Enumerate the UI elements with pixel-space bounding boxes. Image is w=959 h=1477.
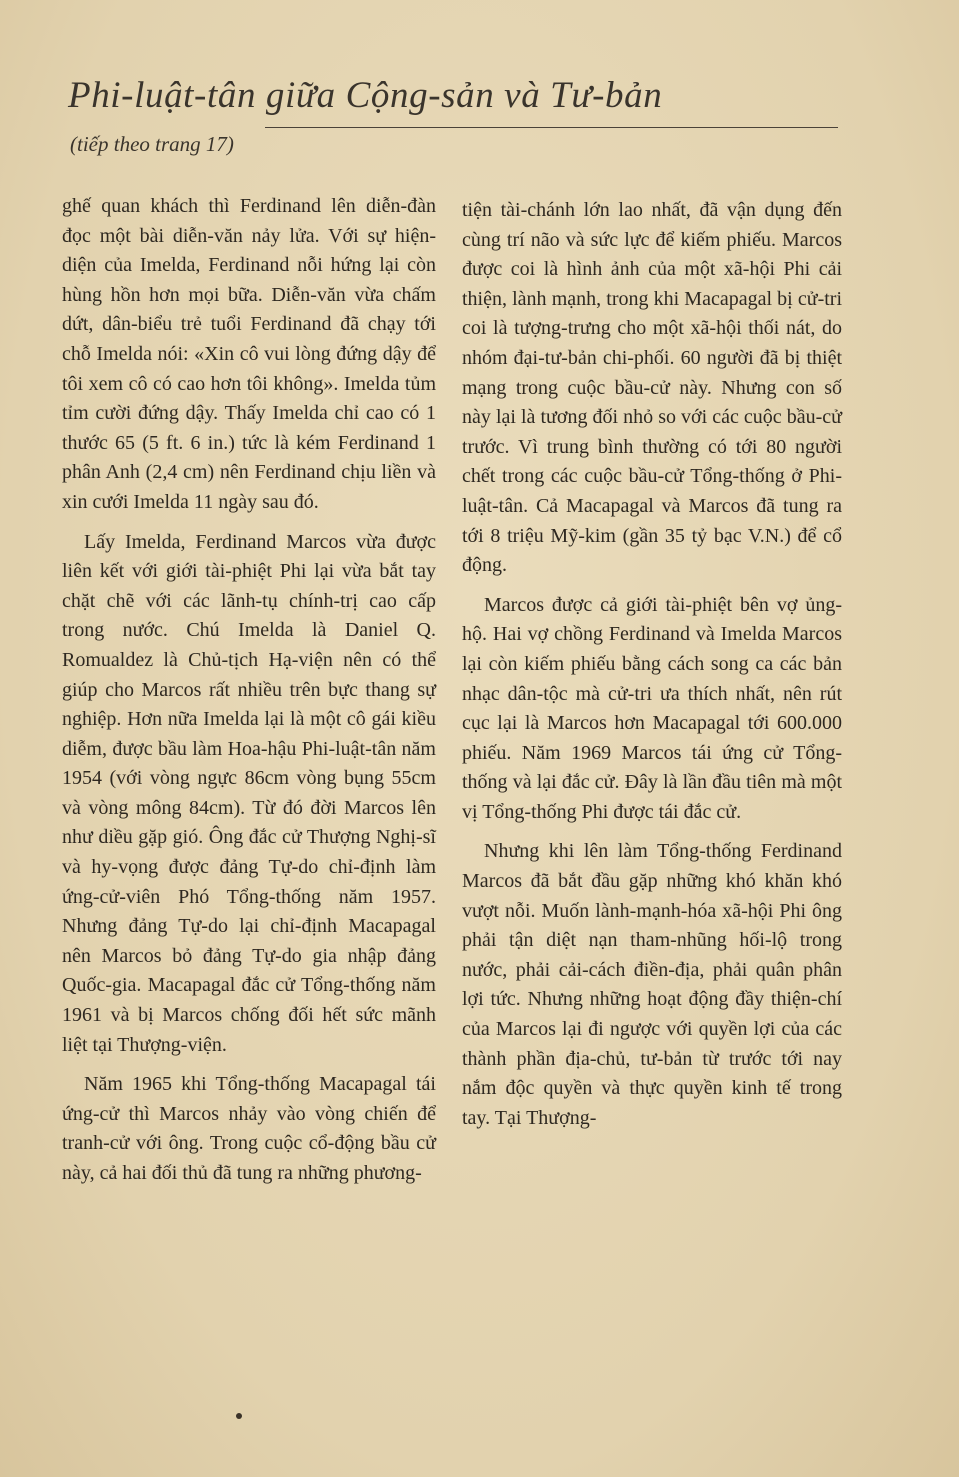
article-title: Phi-luật-tân giữa Cộng-sản và Tư-bản (68, 75, 663, 116)
paragraph: Nhưng khi lên làm Tổng-thống Ferdinand Marcos đã bắt đầu gặp những khó khăn khó vượt nỗi. Muốn lành-mạnh-hóa xã-hội Phi ông phải tận diệt nạn tham-nhũng hối-lộ trong nước, phải cải-cách điền-địa, phải quân phân lợi tức. Nhưng những hoạt động đầy thiện-chí của Marcos lại đi ngược với quyền lợi của các thành phần địa-chủ, tư-bản từ trước tới nay nắm độc quyền và thực quyền kinh tế trong tay. Tại Thượng- (462, 840, 842, 1129)
title-rule (265, 127, 838, 128)
right-column (462, 196, 842, 1143)
continued-note: (tiếp theo trang 17) (70, 132, 234, 156)
paragraph: ghế quan khách thì Ferdinand lên diễn-đàn đọc một bài diễn-văn nảy lửa. Với sự hiện-diện của Imelda, Ferdinand nỗi hứng lại còn hùng hồn hơn mọi bữa. Diễn-văn vừa chấm dứt, dân-biểu trẻ tuổi Ferdinand đã chạy tới chỗ Imelda nói: «Xin cô vui lòng đứng dậy để tôi xem cô có cao hơn tôi không». Imelda tủm tỉm cười đứng dậy. Thấy Imelda chỉ cao có 1 thước 65 (5 ft. 6 in.) tức là kém Ferdinand 1 phân Anh (2,4 cm) nên Ferdinand chịu liền và xin cưới Imelda 11 ngày sau đó. (62, 195, 436, 513)
paragraph: Lấy Imelda, Ferdinand Marcos vừa được liên kết với giới tài-phiệt Phi lại vừa bắt tay chặt chẽ với các lãnh-tụ chính-trị cao cấp trong nước. Chú Imelda là Daniel Q. Romualdez là Chủ-tịch Hạ-viện nên có thể giúp cho Marcos rất nhiều trên bực thang sự nghiệp. Hơn nữa Imelda lại là một cô gái kiều diễm, được bầu làm Hoa-hậu Phi-luật-tân năm 1954 (với vòng ngực 86cm vòng bụng 55cm và vòng mông 84cm). Từ đó đời Marcos lên như diều gặp gió. Ông đắc cử Thượng Nghị-sĩ và hy-vọng được đảng Tự-do chỉ-định làm ứng-cử-viên Phó Tổng-thống năm 1957. Nhưng đảng Tự-do lại chỉ-định Macapagal nên Marcos bỏ đảng Tự-do gia nhập đảng Quốc-gia. Macapagal đắc cử Tổng-thống năm 1961 và bị Marcos chống đối hết sức mãnh liệt tại Thượng-viện. (62, 530, 436, 1056)
paragraph: Marcos được cả giới tài-phiệt bên vợ ủng-hộ. Hai vợ chồng Ferdinand và Imelda Marcos lại còn kiếm phiếu bằng cách song ca các bản nhạc dân-tộc mà cử-tri ưa thích nhất, nên rút cục lại là Marcos hơn Macapagal tới 600.000 phiếu. Năm 1969 Marcos tái ứng cử Tổng-thống và lại đắc cử. Đây là lần đầu tiên mà một vị Tổng-thống Phi được tái đắc cử. (462, 593, 842, 823)
footer-dot (236, 1413, 242, 1419)
paragraph: Năm 1965 khi Tổng-thống Macapagal tái ứng-cử thì Marcos nhảy vào vòng chiến để tranh-cử với ông. Trong cuộc cổ-động bầu cử này, cả hai đối thủ đã tung ra những phương- (62, 1073, 436, 1184)
left-column (62, 192, 436, 1199)
paragraph: tiện tài-chánh lớn lao nhất, đã vận dụng đến cùng trí não và sức lực để kiếm phiếu. Marcos được coi là hình ảnh của một xã-hội Phi cải thiện, lành mạnh, trong khi Macapagal bị cử-tri coi là tượng-trưng cho một xã-hội thối nát, do nhóm đại-tư-bản chi-phối. 60 người đã bị thiệt mạng trong cuộc bầu-cử này. Nhưng con số này lại là tương đối nhỏ so với các cuộc bầu-cử trước. Vì trung bình thường có tới 80 người chết trong các cuộc bầu-cử Tổng-thống ở Phi-luật-tân. Cả Macapagal và Marcos đã tung ra tới 8 triệu Mỹ-kim (gần 35 tỷ bạc V.N.) để cổ động. (462, 199, 842, 577)
